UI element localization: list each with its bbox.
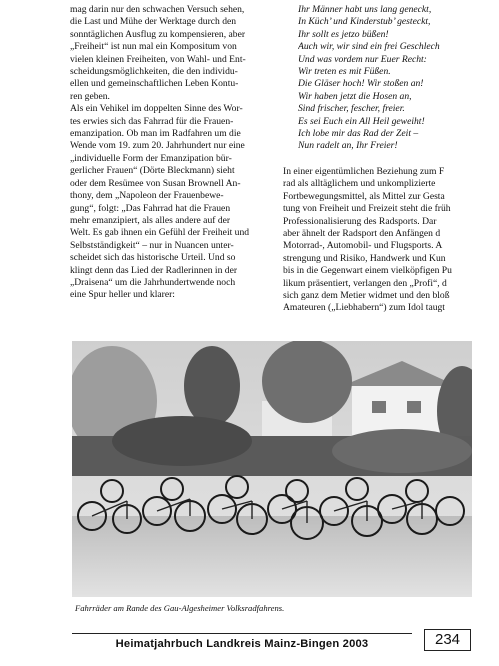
text-line: „Freiheit“ ist nun mal ein Kompositum von — [70, 41, 237, 53]
poem-line: Ihr Männer habt uns lang geneckt, — [298, 4, 432, 15]
text-line: tes erwies sich das Fahrrad für die Frauen- — [70, 115, 234, 127]
text-line: strengung und Risiko, Handwerk und Kun — [283, 252, 446, 264]
footer-title: Heimatjahrbuch Landkreis Mainz-Bingen 2003 — [115, 638, 369, 650]
text-line: Professionalisierung des Radsports. Dar — [283, 215, 437, 227]
text-line: mehr emanzipiert, als alles andere auf der — [70, 214, 231, 226]
text-line: Selbstständigkeit“ – nur in Nuancen unter- — [70, 239, 234, 251]
text-line: scheidet sich das historische Urteil. Und so — [70, 252, 236, 264]
poem-line: Es sei Euch ein All Heil geweiht! — [298, 115, 425, 127]
poem-line: In Küch’ und Kinderstub’ gesteckt, — [298, 16, 431, 28]
text-line: gung“, folgt: „Das Fahrrad hat die Frauen — [70, 202, 231, 214]
text-line: Motorrad-, Automobil- und Flugsports. A — [283, 240, 443, 252]
text-line: Fortbewegungsmittel, als Mittel zur Gesta — [283, 190, 445, 202]
text-line: oder dem Resümee von Susan Brownell An- — [70, 177, 241, 189]
text-line: sonntäglichen Ausflug zu kompensieren, aber — [70, 28, 246, 40]
text-line: scheidungsmöglichkeiten, die den individu- — [70, 66, 238, 78]
poem-line: Wir haben jetzt die Hosen an, — [298, 90, 412, 102]
text-line: eine Spur heller und klarer: — [70, 289, 175, 301]
poem-line: Ihr sollt es jetzo büßen! — [298, 28, 389, 40]
text-line: Als ein Vehikel im doppelten Sinne des Wor- — [70, 103, 243, 115]
text-line: rad als alltäglichem und unkomplizierte — [283, 178, 436, 190]
text-line: ren geben. — [70, 90, 110, 102]
poem-line: Nun radelt an, Ihr Freier! — [298, 140, 398, 152]
text-line: aber ähnelt der Radsport den Anfängen d — [283, 228, 441, 240]
left-text-column — [70, 4, 278, 302]
text-line: bis in die Gegenwart einem vielköpfigen Pu — [283, 265, 452, 277]
text-line: ellen und gemeinschaftlichen Leben Kontu- — [70, 78, 239, 90]
text-line: Amateuren („Liebhabern“) zum Idol taugt — [283, 302, 445, 314]
text-line: Wende vom 19. zum 20. Jahrhundert nur eine — [70, 140, 245, 152]
poem-line: Und was vordem nur Euer Recht: — [298, 53, 427, 65]
text-line: thony, dem „Napoleon der Frauenbewe- — [70, 190, 224, 202]
text-line: mag darin nur den schwachen Versuch sehen, — [70, 4, 245, 15]
text-line: tung von Freiheit und Freizeit steht die früh — [283, 203, 451, 215]
text-line: Welt. Es gab ihnen ein Gefühl der Freiheit und — [70, 227, 250, 239]
text-line: emanzipation. Ob man im Radfahren um die — [70, 128, 241, 140]
text-line: sich ganz dem Metier widmet und den bloß — [283, 290, 450, 302]
page-number: 234 — [424, 629, 471, 651]
poem-line: Die Gläser hoch! Wir stoßen an! — [298, 78, 424, 90]
photo-caption: Fahrräder am Rande des Gau-Algesheimer Volksradfahrens. — [75, 603, 285, 613]
text-line: „Draisena“ um die Jahrhundertwende noch — [70, 276, 236, 288]
text-line: In einer eigentümlichen Beziehung zum F — [283, 166, 445, 177]
bicycles-photo — [72, 341, 472, 597]
text-line: klingt denn das Lied der Radlerinnen in der — [70, 264, 238, 276]
bicycles-photo-illustration — [72, 341, 472, 597]
poem-line: Wir treten es mit Füßen. — [298, 66, 391, 78]
text-line: „individuelle Form der Emanzipation bür- — [70, 152, 232, 164]
text-line: die Last und Mühe der Werktage durch den — [70, 16, 237, 28]
poem-line: Sind frischer, fescher, freier. — [298, 103, 405, 115]
footer-rule — [72, 633, 412, 634]
poem-line: Auch wir, wir sind ein frei Geschlech — [298, 41, 440, 53]
text-line: gerlicher Frauen“ (Dörte Bleckmann) sieht — [70, 165, 235, 177]
poem-line: Ich lobe mir das Rad der Zeit – — [298, 128, 419, 140]
text-line: likum präsentiert, verlangen den „Profi“, d — [283, 277, 447, 289]
right-text-column — [283, 166, 499, 315]
poem-block — [298, 4, 498, 153]
text-line: vielen kleinen Freiheiten, von Wahl- und Ent- — [70, 53, 246, 65]
